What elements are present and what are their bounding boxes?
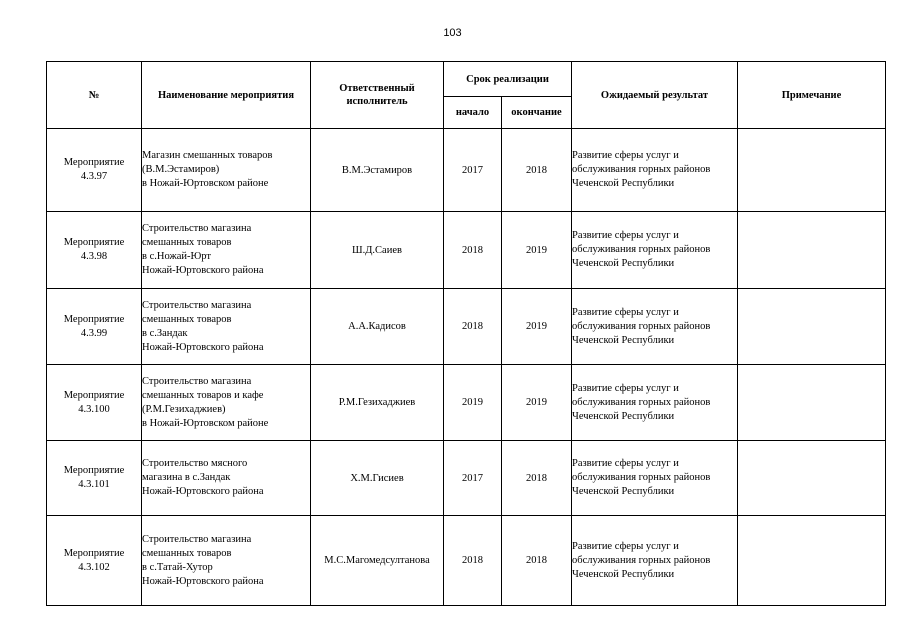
event-name-line: в с.Зандак — [142, 327, 188, 339]
event-result — [572, 129, 738, 212]
event-note — [738, 365, 886, 441]
table-body — [47, 129, 886, 606]
event-number-label: Мероприятие — [63, 313, 125, 325]
event-note — [738, 129, 886, 212]
header-executor — [311, 62, 444, 129]
page-number: 103 — [443, 27, 462, 39]
event-name-line: смешанных товаров и кафе — [142, 389, 264, 401]
table-row — [47, 289, 886, 365]
event-name — [142, 289, 311, 365]
event-end: 2018 — [502, 129, 572, 212]
event-name-line: в с.Ножай-Юрт — [142, 251, 211, 262]
table-row — [47, 212, 886, 289]
header-note: Примечание — [738, 62, 886, 129]
event-name-line: Строительство магазина — [142, 533, 252, 545]
result-line: обслуживания горных районов — [572, 472, 711, 483]
event-number — [47, 129, 142, 212]
event-executor: Х.М.Гисиев — [311, 441, 444, 516]
event-name-line: Ножай-Юртовского района — [142, 265, 264, 276]
event-executor: А.А.Кадисов — [311, 289, 444, 365]
event-name-line: в Ножай-Юртовском районе — [142, 178, 269, 189]
event-note — [738, 212, 886, 289]
event-number-label: Мероприятие — [63, 237, 125, 248]
event-result — [572, 441, 738, 516]
event-name-line: магазина в с.Зандак — [142, 472, 231, 483]
result-line: Чеченской Республики — [572, 410, 675, 422]
event-number — [47, 289, 142, 365]
result-line: Чеченской Республики — [572, 486, 675, 497]
event-name — [142, 212, 311, 289]
event-name-line: смешанных товаров — [142, 313, 232, 325]
event-name-line: смешанных товаров — [142, 547, 232, 559]
result-line: Развитие сферы услуг и — [572, 382, 679, 394]
table-row — [47, 365, 886, 441]
header-num: № — [47, 62, 142, 129]
result-line: Развитие сферы услуг и — [572, 458, 679, 469]
header-row — [47, 62, 886, 97]
event-name-line: Строительство магазина — [142, 223, 252, 234]
result-line: Развитие сферы услуг и — [572, 150, 679, 161]
header-executor-line: Ответственный — [339, 83, 415, 94]
event-name-line: Ножай-Юртовского района — [142, 341, 264, 353]
event-name-line: (В.М.Эстамиров) — [142, 164, 220, 175]
event-end: 2019 — [502, 289, 572, 365]
event-result — [572, 516, 738, 606]
header-period: Срок реализации — [444, 62, 572, 97]
event-number — [47, 365, 142, 441]
event-name-line: Строительство магазина — [142, 299, 252, 311]
event-result — [572, 289, 738, 365]
event-number-code: 4.3.97 — [80, 171, 108, 182]
event-name-line: Ножай-Юртовского района — [142, 486, 264, 497]
result-line: обслуживания горных районов — [572, 244, 711, 255]
event-number-code: 4.3.101 — [78, 479, 110, 490]
event-name — [142, 365, 311, 441]
event-result — [572, 365, 738, 441]
event-number-code: 4.3.99 — [80, 327, 108, 339]
event-result — [572, 212, 738, 289]
event-end: 2019 — [502, 365, 572, 441]
event-number — [47, 212, 142, 289]
event-number-code: 4.3.98 — [80, 251, 108, 262]
header-end: окончание — [502, 97, 572, 129]
event-number-label: Мероприятие — [63, 465, 125, 476]
event-start: 2019 — [444, 365, 502, 441]
event-note — [738, 516, 886, 606]
event-name — [142, 441, 311, 516]
header-executor-line: исполнитель — [346, 96, 408, 107]
result-line: Развитие сферы услуг и — [572, 306, 679, 318]
event-end: 2019 — [502, 212, 572, 289]
event-start: 2017 — [444, 441, 502, 516]
event-executor: Ш.Д.Саиев — [311, 212, 444, 289]
event-start: 2017 — [444, 129, 502, 212]
event-end: 2018 — [502, 441, 572, 516]
event-number-label: Мероприятие — [63, 389, 125, 401]
event-number — [47, 441, 142, 516]
event-executor: М.С.Магомедсултанова — [311, 516, 444, 606]
result-line: обслуживания горных районов — [572, 164, 711, 175]
event-name-line: Ножай-Юртовского района — [142, 575, 264, 587]
event-executor: В.М.Эстамиров — [311, 129, 444, 212]
result-line: Развитие сферы услуг и — [572, 540, 679, 552]
result-line: Чеченской Республики — [572, 334, 675, 346]
event-name-line: Магазин смешанных товаров — [142, 150, 273, 161]
event-name-line: Строительство мясного — [142, 458, 248, 469]
event-number-code: 4.3.102 — [78, 561, 110, 573]
result-line: Чеченской Республики — [572, 568, 675, 580]
event-name-line: (Р.М.Гезихаджиев) — [142, 403, 226, 415]
event-name-line: Строительство магазина — [142, 375, 252, 387]
event-start: 2018 — [444, 516, 502, 606]
header-start: начало — [444, 97, 502, 129]
event-end: 2018 — [502, 516, 572, 606]
events-table — [46, 61, 886, 606]
event-name-line: в Ножай-Юртовском районе — [142, 417, 269, 429]
table-row — [47, 129, 886, 212]
event-name-line: в с.Татай-Хутор — [142, 561, 213, 573]
result-line: Чеченской Республики — [572, 178, 675, 189]
table-row — [47, 516, 886, 606]
header-name: Наименование мероприятия — [142, 62, 311, 129]
event-name — [142, 516, 311, 606]
header-result: Ожидаемый результат — [572, 62, 738, 129]
event-number-code: 4.3.100 — [78, 403, 110, 415]
event-note — [738, 289, 886, 365]
result-line: обслуживания горных районов — [572, 396, 711, 408]
result-line: обслуживания горных районов — [572, 554, 711, 566]
result-line: Развитие сферы услуг и — [572, 230, 679, 241]
event-executor: Р.М.Гезихаджиев — [311, 365, 444, 441]
event-number-label: Мероприятие — [63, 547, 125, 559]
event-number-label: Мероприятие — [63, 157, 125, 168]
result-line: Чеченской Республики — [572, 258, 675, 269]
event-start: 2018 — [444, 289, 502, 365]
table-row — [47, 441, 886, 516]
event-note — [738, 441, 886, 516]
result-line: обслуживания горных районов — [572, 320, 711, 332]
event-name-line: смешанных товаров — [142, 237, 232, 248]
event-name — [142, 129, 311, 212]
event-number — [47, 516, 142, 606]
event-start: 2018 — [444, 212, 502, 289]
